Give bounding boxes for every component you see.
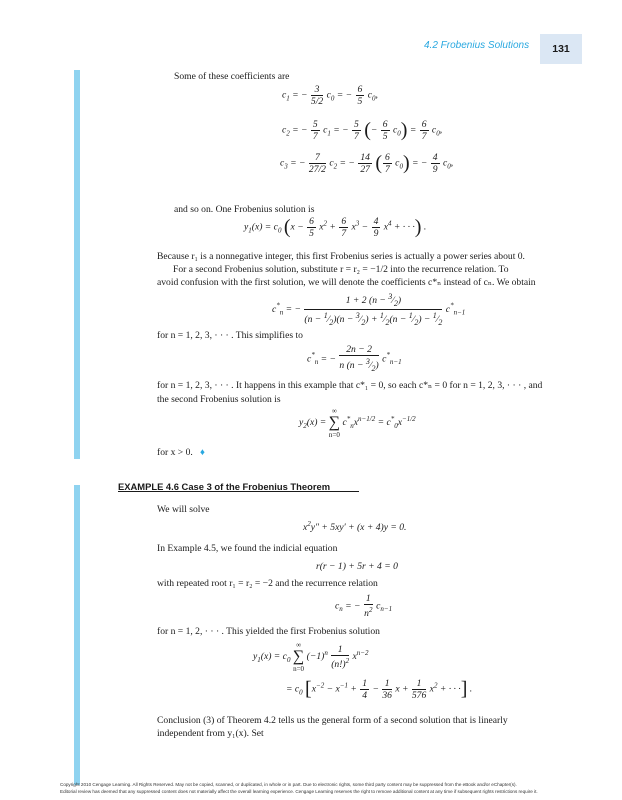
equation-recurrence: $c_n$ = − $\frac{1}{n^2}$ $c_{n-1}$ bbox=[335, 593, 393, 620]
paragraph: independent from y₁(x). Set bbox=[157, 728, 264, 739]
paragraph: for x > 0. ♦ bbox=[157, 447, 205, 458]
heading-rule bbox=[118, 491, 359, 492]
paragraph: Conclusion (3) of Theorem 4.2 tells us the general form of a second solution that is linearly bbox=[157, 715, 508, 726]
end-of-example-mark: ♦ bbox=[200, 447, 205, 458]
paragraph: We will solve bbox=[157, 504, 210, 515]
running-header: 4.2 Frobenius Solutions bbox=[424, 40, 530, 51]
paragraph: and so on. One Frobenius solution is bbox=[174, 204, 315, 215]
paragraph: for n = 1, 2, 3, · · · . It happens in this example that c*₁ = 0, so each c*ₙ = 0 for n = 1, 2, 3, · · · , and bbox=[157, 380, 543, 391]
copyright-line: Editorial review has deemed that any suppressed content does not materially affect the overall learning experience. Cengage Learning reserves the right to remove additional content at any time if subsequent rights restrictions require it. bbox=[60, 789, 538, 794]
paragraph: for n = 1, 2, 3, · · · . This simplifies to bbox=[157, 330, 303, 341]
paragraph: avoid confusion with the first solution, we will denote the coefficients c*ₙ instead of cₙ. We obtain bbox=[157, 277, 536, 288]
equation-c2: $c_2$ = − $\frac{5}{7}$ $c_1$ = − $\frac{5}{7}$ (− $\frac{6}{5}$ $c_0$) = $\frac{6}{7}$ $c_0$, bbox=[282, 119, 443, 142]
paragraph: In Example 4.5, we found the indicial equation bbox=[157, 543, 338, 554]
equation-c3: $c_3$ = − $\frac{7}{27/2}$ $c_2$ = − $\frac{14}{27}$ ( $\frac{6}{7}$ $c_0$) = − $\frac{4}{9}$ $c_0$, bbox=[280, 152, 454, 175]
equation-c1: $c_1$ = − $\frac{3}{5/2}$ $c_0$ = − $\frac{6}{5}$ $c_0$, bbox=[282, 84, 378, 107]
paragraph: Some of these coefficients are bbox=[174, 71, 290, 82]
paragraph: Because r₁ is a nonnegative integer, this first Frobenius series is actually a power series about 0. bbox=[157, 251, 525, 262]
page-number: 131 bbox=[540, 34, 582, 64]
equation-y1-series: $y_1(x) = c_0$ ∞ ∑ n=0 $(-1)^n$ $\frac{1}{(n!)^2}$ $x^{n-2}$ bbox=[253, 641, 369, 673]
paragraph: with repeated root r₁ = r₂ = −2 and the recurrence relation bbox=[157, 578, 378, 589]
copyright-line: Copyright 2010 Cengage Learning. All Rights Reserved. May not be copied, scanned, or duplicated, in whole or in part. Due to electronic rights, some third party content may be suppressed from the eBook and/or eChapter(s). bbox=[60, 782, 517, 787]
margin-bar bbox=[74, 485, 80, 785]
equation-y2: $y_2(x)$ = ∞ ∑ n=0 $c^*_nx^{n-1/2} = c^*_0x^{-1/2}$ bbox=[299, 407, 416, 439]
example-heading: EXAMPLE 4.6 Case 3 of the Frobenius Theorem bbox=[118, 481, 331, 492]
margin-bar bbox=[74, 70, 80, 459]
equation-ode: $x^2y'' + 5xy' + (x + 4)y = 0$. bbox=[303, 520, 407, 534]
equation-recurrence-star: $c^*_n$ = − $\frac{1 + 2 (n - ^3⁄_2)}{(n - ^1⁄_2)(n - ^3⁄_2) + ^1⁄_2(n - ^1⁄_2) - ^1⁄_2}$ $c^*_{n-1}$ bbox=[272, 292, 466, 328]
equation-y1-expanded: = $c_0$ [$x^{-2} - x^{-1}$ + $\frac{1}{4}$ − $\frac{1}{36}$ x + $\frac{1}{576}$ $x^2$ + · · ·] . bbox=[286, 678, 473, 701]
equation-indicial: r(r − 1) + 5r + 4 = 0 bbox=[316, 561, 398, 572]
paragraph: For a second Frobenius solution, substitute r = r₂ = −1/2 into the recurrence relation. To bbox=[173, 264, 509, 275]
paragraph: for n = 1, 2, · · · . This yielded the first Frobenius solution bbox=[157, 626, 380, 637]
paragraph: the second Frobenius solution is bbox=[157, 394, 281, 405]
equation-simplified: $c^*_n$ = − $\frac{2n - 2}{n (n - ^3⁄_2)}$ $c^*_{n-1}$ bbox=[307, 344, 402, 374]
equation-y1: $y_1(x) = c_0$ (x − $\frac{6}{5}$ $x^2$ + $\frac{6}{7}$ $x^3$ − $\frac{4}{9}$ $x^4$ + · · ·) . bbox=[244, 216, 427, 239]
